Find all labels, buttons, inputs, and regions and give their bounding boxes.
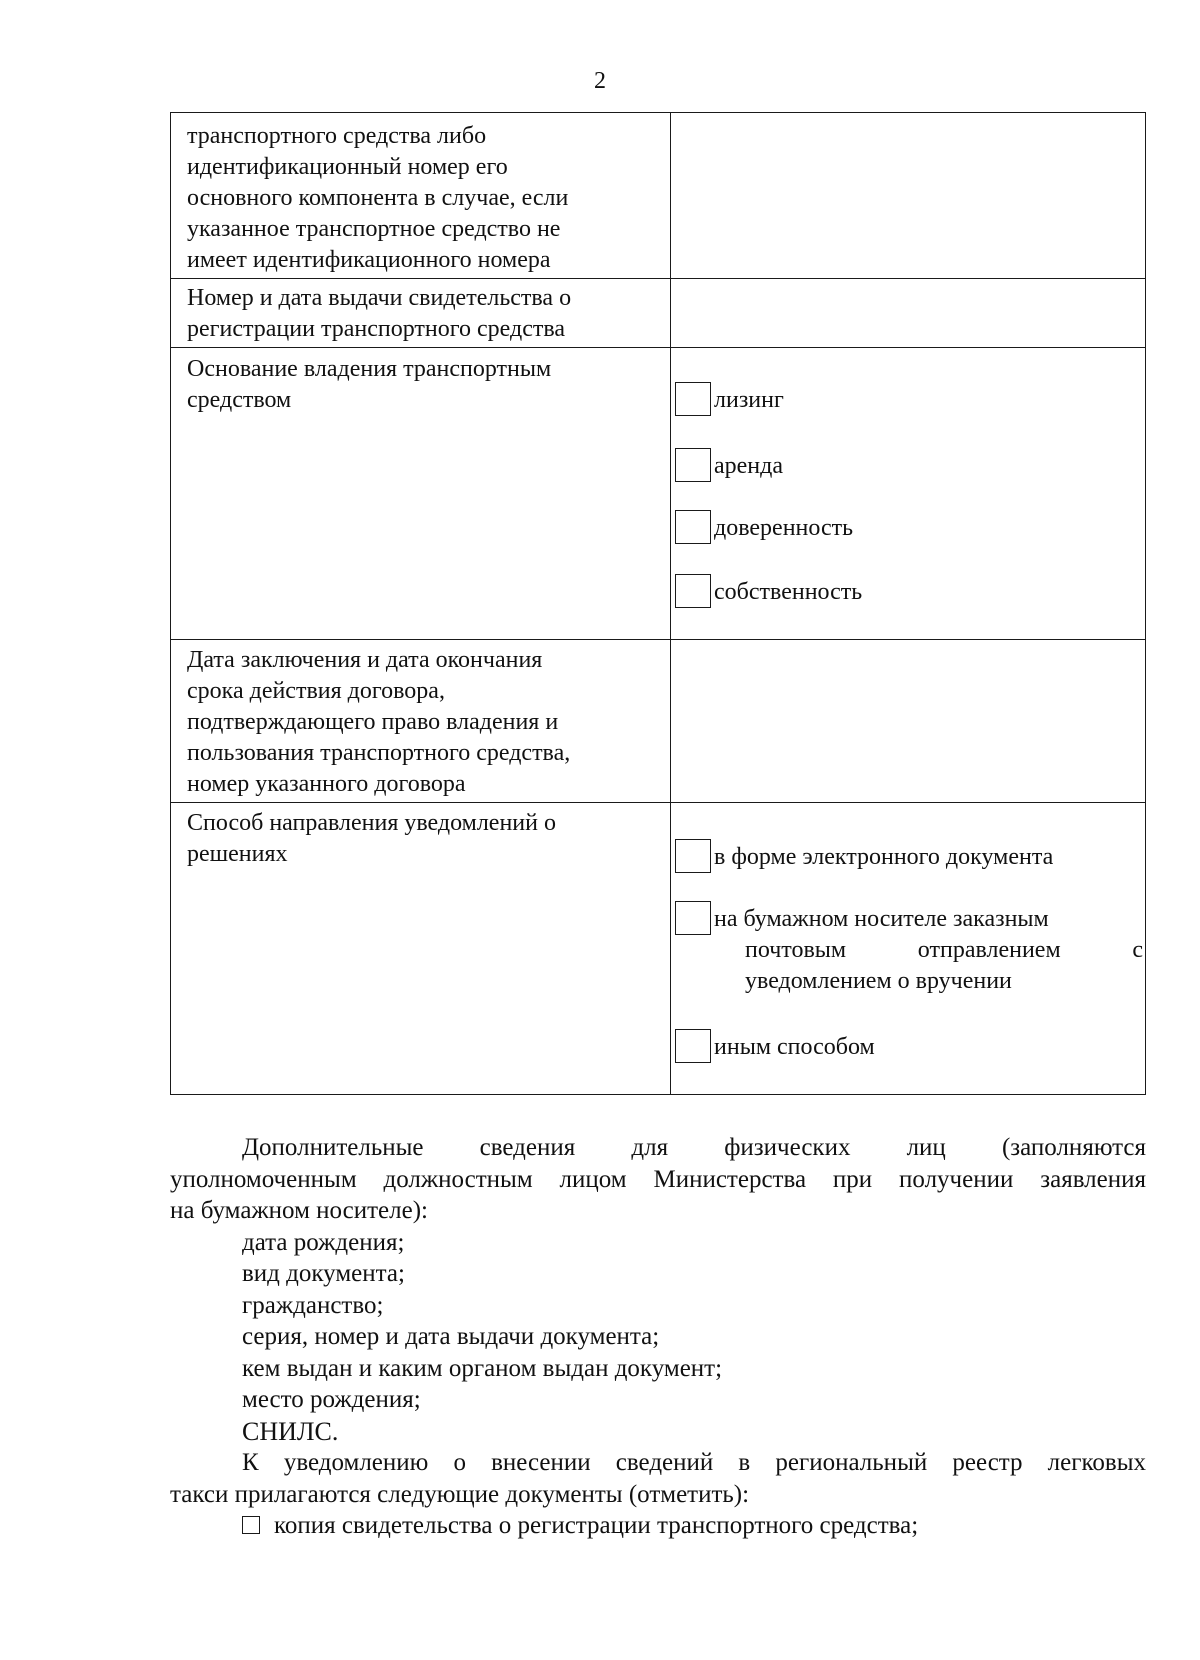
ownership-basis-options (671, 348, 1146, 640)
notification-option-other[interactable]: иным способом (675, 1029, 1143, 1063)
attachments-intro: К уведомлению о внесении сведений в региональный реестр легковых (242, 1449, 1146, 1476)
ownership-basis-label: Основание владения транспортным средством (171, 348, 671, 640)
attachment-label: копия свидетельства о регистрации транспортного средства; (274, 1512, 919, 1539)
checkbox[interactable] (675, 901, 711, 935)
checkbox[interactable] (242, 1516, 260, 1534)
list-item: серия, номер и дата выдачи документа; (242, 1323, 660, 1350)
notification-method-options (671, 803, 1146, 1095)
ownership-option-rent[interactable]: аренда (675, 448, 1143, 482)
additional-info-intro: Дополнительные сведения для физических лиц (заполняются (242, 1134, 1146, 1161)
page-number: 2 (594, 68, 606, 94)
notification-option-electronic[interactable]: в форме электронного документа (675, 839, 1143, 873)
ownership-option-leasing[interactable]: лизинг (675, 382, 1143, 416)
registration-certificate-label: Номер и дата выдачи свидетельства о регистрации транспортного средства (171, 279, 671, 348)
table-row (171, 113, 1146, 279)
application-form-table (170, 112, 1146, 1095)
vehicle-id-label: транспортного средства либо идентификационный номер его основного компонента в случае, если указанное транспортное средство не имеет идентификационного номера (171, 113, 671, 279)
table-row (171, 348, 1146, 640)
checkbox[interactable] (675, 382, 711, 416)
notification-option-paper-mail[interactable]: на бумажном носителе заказным почтовым отправлением с уведомлением о вручении (675, 901, 1143, 997)
table-row (171, 279, 1146, 348)
table-row (171, 640, 1146, 803)
additional-info-intro: на бумажном носителе): (170, 1197, 428, 1224)
registration-certificate-value-cell[interactable] (671, 279, 1146, 348)
additional-info-intro: уполномоченным должностным лицом Министерства при получении заявления (170, 1165, 1146, 1193)
attachments-intro: такси прилагаются следующие документы (отметить): (170, 1480, 750, 1508)
checkbox[interactable] (675, 1029, 711, 1063)
table-row (171, 803, 1146, 1095)
additional-info-section (170, 1132, 1146, 1542)
list-item: гражданство; (242, 1291, 384, 1319)
contract-dates-value-cell[interactable] (671, 640, 1146, 803)
list-item: вид документа; (242, 1260, 405, 1287)
list-item: место рождения; (242, 1386, 421, 1413)
checkbox[interactable] (675, 510, 711, 544)
list-item: кем выдан и каким органом выдан документ; (242, 1354, 723, 1382)
list-item: СНИЛС. (242, 1416, 339, 1446)
ownership-option-power-of-attorney[interactable]: доверенность (675, 510, 1143, 544)
list-item: дата рождения; (242, 1228, 405, 1256)
checkbox[interactable] (675, 448, 711, 482)
attachment-item[interactable] (170, 1510, 1146, 1542)
checkbox[interactable] (675, 574, 711, 608)
notification-method-label: Способ направления уведомлений о решениях (171, 803, 671, 1095)
vehicle-id-value-cell[interactable] (671, 113, 1146, 279)
checkbox[interactable] (675, 839, 711, 873)
ownership-option-ownership[interactable]: собственность (675, 574, 1143, 608)
contract-dates-label: Дата заключения и дата окончания срока действия договора, подтверждающего право владения и пользования транспортного средства, номер указанного договора (171, 640, 671, 803)
